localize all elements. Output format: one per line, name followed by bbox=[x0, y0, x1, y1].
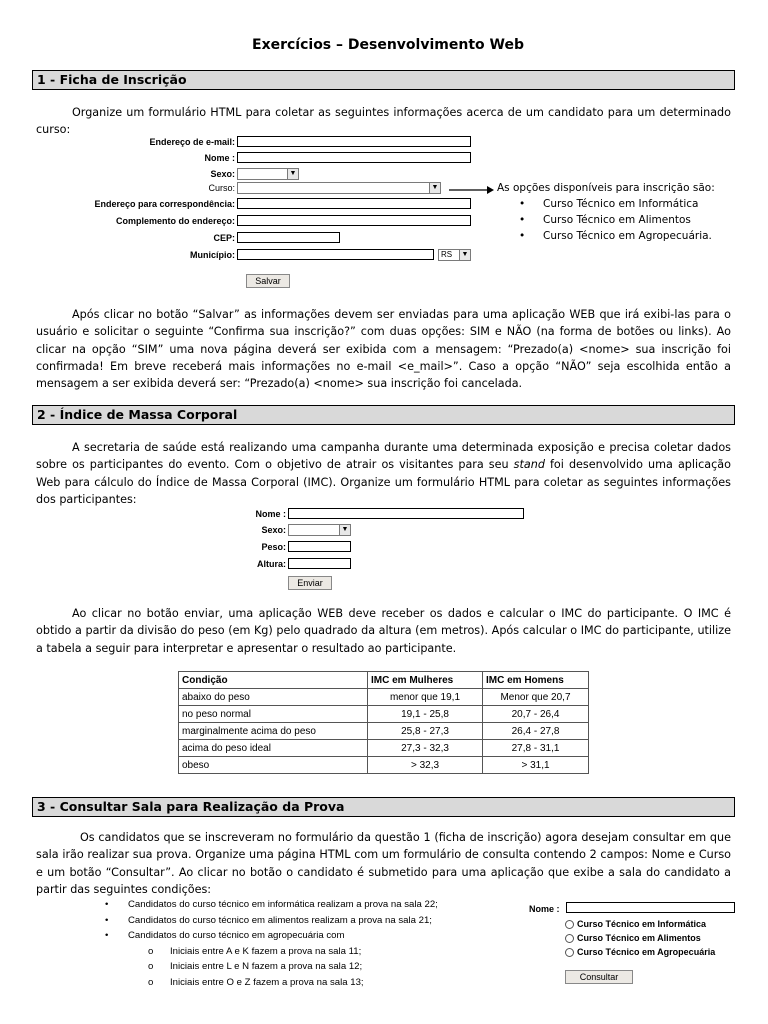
radio-icon bbox=[565, 948, 574, 957]
section-1-intro: Organize um formulário HTML para coletar as seguintes informações acerca de um candidato para um determinado curso: bbox=[36, 106, 731, 137]
table-cell: marginalmente acima do peso bbox=[179, 723, 368, 740]
complemento-label: Complemento do endereço: bbox=[115, 216, 235, 226]
radio-label: Curso Técnico em Informática bbox=[577, 919, 707, 929]
list-item: • Candidatos do curso técnico em informática realizam a prova na sala 22; bbox=[100, 897, 438, 913]
radio-agropecuaria[interactable] bbox=[565, 947, 715, 957]
table-header: IMC em Mulheres bbox=[368, 672, 483, 689]
course-options bbox=[497, 180, 715, 244]
table-header-row bbox=[179, 672, 589, 689]
altura-field[interactable] bbox=[288, 558, 351, 569]
table-row bbox=[179, 689, 589, 706]
radio-icon bbox=[565, 920, 574, 929]
list-item: • Candidatos do curso técnico em agropecuária com bbox=[100, 928, 438, 944]
cep-field[interactable] bbox=[237, 232, 340, 243]
table-cell: 27,3 - 32,3 bbox=[368, 740, 483, 757]
peso-label: Peso: bbox=[261, 542, 286, 552]
send-button[interactable]: Enviar bbox=[288, 576, 332, 590]
altura-label: Altura: bbox=[257, 559, 286, 569]
table-cell: > 32,3 bbox=[368, 757, 483, 774]
list-item: o Iniciais entre L e N fazem a prova na sala 12; bbox=[100, 959, 438, 975]
radio-informatica[interactable] bbox=[565, 919, 706, 929]
radio-icon bbox=[565, 934, 574, 943]
table-cell: Menor que 20,7 bbox=[483, 689, 589, 706]
radio-label: Curso Técnico em Alimentos bbox=[577, 933, 701, 943]
table-cell: obeso bbox=[179, 757, 368, 774]
section-2-body: Ao clicar no botão enviar, uma aplicação WEB deve receber os dados e calcular o IMC do participante. O IMC é obtido a partir da divisão do peso (em Kg) pelo quadrado da altura (em metros). Após calcular o IMC do participante, utilize a tabela a seguir para interpretar e apresentar o resultado ao participante. bbox=[36, 607, 731, 655]
list-item: • Curso Técnico em Alimentos bbox=[497, 212, 715, 228]
table-row bbox=[179, 757, 589, 774]
table-cell: 19,1 - 25,8 bbox=[368, 706, 483, 723]
conditions-list bbox=[100, 897, 438, 990]
table-row bbox=[179, 740, 589, 757]
arrow-icon bbox=[449, 181, 495, 193]
uf-select[interactable] bbox=[438, 249, 471, 261]
imc-table bbox=[178, 671, 589, 774]
table-cell: 27,8 - 31,1 bbox=[483, 740, 589, 757]
chevron-down-icon: ▼ bbox=[287, 169, 298, 179]
table-cell: 20,7 - 26,4 bbox=[483, 706, 589, 723]
table-header: Condição bbox=[179, 672, 368, 689]
table-header: IMC em Homens bbox=[483, 672, 589, 689]
section-1-header: 1 - Ficha de Inscrição bbox=[32, 70, 735, 90]
section-3-body: Os candidatos que se inscreveram no formulário da questão 1 (ficha de inscrição) agora desejam consultar em que sala irão realizar sua prova. Organize uma página HTML com um formulário de consulta contendo 2 campos: Nome e Curso e um botão “Consultar”. Ao clicar no botão o candidato é submetido para uma aplicação que exibe a sala do candidato a partir das seguintes condições: bbox=[36, 831, 731, 896]
email-label: Endereço de e-mail: bbox=[149, 137, 235, 147]
email-field[interactable] bbox=[237, 136, 471, 147]
peso-field[interactable] bbox=[288, 541, 351, 552]
table-row bbox=[179, 706, 589, 723]
chevron-down-icon: ▼ bbox=[429, 183, 440, 193]
table-cell: 26,4 - 27,8 bbox=[483, 723, 589, 740]
table-row bbox=[179, 723, 589, 740]
curso-select[interactable] bbox=[237, 182, 441, 194]
section-1-body: Após clicar no botão “Salvar” as informações devem ser enviadas para uma aplicação WEB que irá exibi-las para o usuário e solicitar o seguinte “Confirma sua inscrição?” com duas opções: SIM e NÃO (na forma de botões ou links). Ao clicar na opção “SIM” uma nova página deverá ser exibida com a mensagem: “Prezado(a) <nome> sua inscrição foi confirmada! Em breve receberá mais informações no e-mail <e_mail>”. Caso a opção “NÃO” seja escolhida então a mensagem a ser exibida deverá ser: “Prezado(a) <nome> sua inscrição foi cancelada. bbox=[36, 308, 731, 391]
list-item: o Iniciais entre O e Z fazem a prova na sala 13; bbox=[100, 975, 438, 991]
table-cell: acima do peso ideal bbox=[179, 740, 368, 757]
table-cell: 25,8 - 27,3 bbox=[368, 723, 483, 740]
imc-nome-label: Nome : bbox=[255, 509, 286, 519]
complemento-field[interactable] bbox=[237, 215, 471, 226]
section-3-header: 3 - Consultar Sala para Realização da Prova bbox=[32, 797, 735, 817]
consulta-nome-field[interactable] bbox=[566, 902, 735, 913]
table-cell: no peso normal bbox=[179, 706, 368, 723]
consult-button[interactable]: Consultar bbox=[565, 970, 633, 984]
imc-nome-field[interactable] bbox=[288, 508, 524, 519]
endereco-label: Endereço para correspondência: bbox=[94, 199, 235, 209]
municipio-label: Município: bbox=[190, 250, 235, 260]
endereco-field[interactable] bbox=[237, 198, 471, 209]
uf-value: RS bbox=[441, 250, 453, 259]
page-title: Exercícios – Desenvolvimento Web bbox=[252, 37, 524, 53]
imc-sexo-label: Sexo: bbox=[261, 525, 286, 535]
radio-alimentos[interactable] bbox=[565, 933, 701, 943]
table-cell: > 31,1 bbox=[483, 757, 589, 774]
nome-field[interactable] bbox=[237, 152, 471, 163]
nome-label: Nome : bbox=[204, 153, 235, 163]
list-item: • Curso Técnico em Informática bbox=[497, 196, 715, 212]
municipio-field[interactable] bbox=[237, 249, 434, 260]
options-title: As opções disponíveis para inscrição são: bbox=[497, 182, 715, 194]
table-cell: menor que 19,1 bbox=[368, 689, 483, 706]
section-2-header: 2 - Índice de Massa Corporal bbox=[32, 405, 735, 425]
save-button[interactable]: Salvar bbox=[246, 274, 290, 288]
curso-label: Curso: bbox=[208, 183, 235, 193]
list-item: • Candidatos do curso técnico em alimentos realizam a prova na sala 21; bbox=[100, 913, 438, 929]
chevron-down-icon: ▼ bbox=[339, 525, 350, 535]
table-cell: abaixo do peso bbox=[179, 689, 368, 706]
sexo-select[interactable] bbox=[237, 168, 299, 180]
sexo-label: Sexo: bbox=[210, 169, 235, 179]
radio-label: Curso Técnico em Agropecuária bbox=[577, 947, 716, 957]
chevron-down-icon: ▼ bbox=[459, 250, 470, 260]
cep-label: CEP: bbox=[213, 233, 235, 243]
consulta-nome-label: Nome : bbox=[529, 904, 560, 914]
imc-sexo-select[interactable] bbox=[288, 524, 351, 536]
list-item: • Curso Técnico em Agropecuária. bbox=[497, 228, 715, 244]
section-2-intro: A secretaria de saúde está realizando uma campanha durante uma determinada exposição e precisa coletar dados sobre os participantes do evento. Com o objetivo de atrair os visitantes para seu stand foi desenvolvido uma aplicação Web para cálculo do Índice de Massa Corporal (IMC). Organize um formulário HTML para coletar as seguintes informações dos participantes: bbox=[36, 441, 731, 506]
list-item: o Iniciais entre A e K fazem a prova na sala 11; bbox=[100, 944, 438, 960]
